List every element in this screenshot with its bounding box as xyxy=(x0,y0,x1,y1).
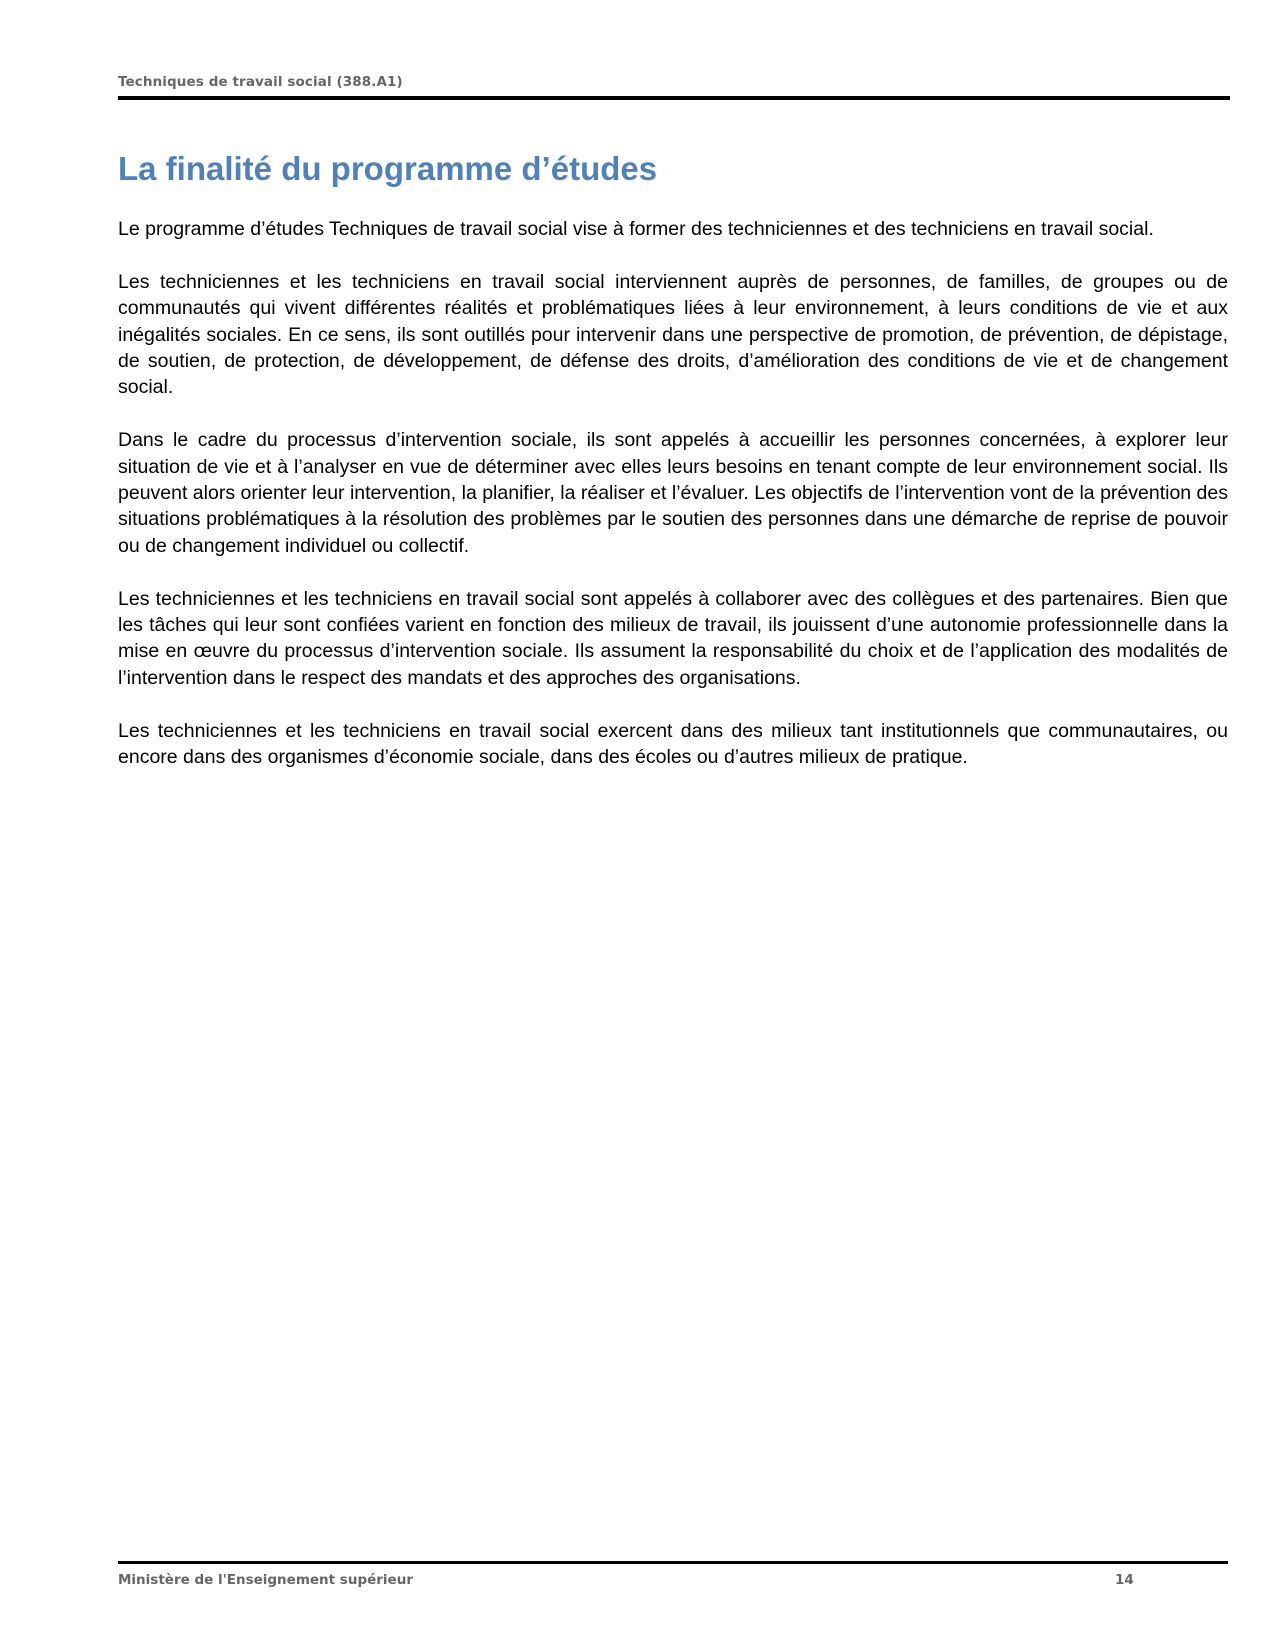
paragraph: Le programme d’études Techniques de travail social vise à former des techniciennes et des techniciens en travail social. xyxy=(118,218,1154,240)
page-footer xyxy=(118,1561,1228,1588)
paragraph: Les techniciennes et les techniciens en travail social sont appelés à collaborer avec des collègues et des partenaires. Bien que les tâches qui leur sont confiées varient en fonction des milieux de travail, ils jouissent d’une autonomie professionnelle dans la mise en œuvre du processus d’intervention sociale. Ils assument la responsabilité du choix et de l’application des modalités de l’intervention dans le respect des mandats et des approches des organisations. xyxy=(118,587,1228,689)
section-heading: La finalité du programme d’études xyxy=(118,150,658,187)
header-title: Techniques de travail social (388.A1) xyxy=(118,74,403,90)
footer-publisher: Ministère de l'Enseignement supérieur xyxy=(118,1572,413,1588)
page-number: 14 xyxy=(1115,1572,1134,1588)
body-text xyxy=(118,216,1228,797)
paragraph: Dans le cadre du processus d’intervention sociale, ils sont appelés à accueillir les personnes concernées, à explorer leur situation de vie et à l’analyser en vue de déterminer avec elles leurs besoins en tenant compte de leur environnement social. Ils peuvent alors orienter leur intervention, la planifier, la réaliser et l’évaluer. Les objectifs de l’intervention vont de la prévention des situations problématiques à la résolution des problèmes par le soutien des personnes dans une démarche de reprise de pouvoir ou de changement individuel ou collectif. xyxy=(118,429,1228,557)
paragraph: Les techniciennes et les techniciens en travail social exercent dans des milieux tant institutionnels que communautaires, ou encore dans des organismes d’économie sociale, dans des écoles ou d’autres milieux de pratique. xyxy=(118,719,1228,769)
paragraph: Les techniciennes et les techniciens en travail social interviennent auprès de personnes, de familles, de groupes ou de communautés qui vivent différentes réalités et problématiques liées à leur environnement, à leurs conditions de vie et aux inégalités sociales. En ce sens, ils sont outillés pour intervenir dans une perspective de promotion, de prévention, de dépistage, de soutien, de protection, de développement, de défense des droits, d’amélioration des conditions de vie et de changement social. xyxy=(118,270,1228,399)
footer-rule xyxy=(118,1561,1228,1564)
header-rule xyxy=(118,96,1230,100)
page-header xyxy=(118,74,1230,100)
